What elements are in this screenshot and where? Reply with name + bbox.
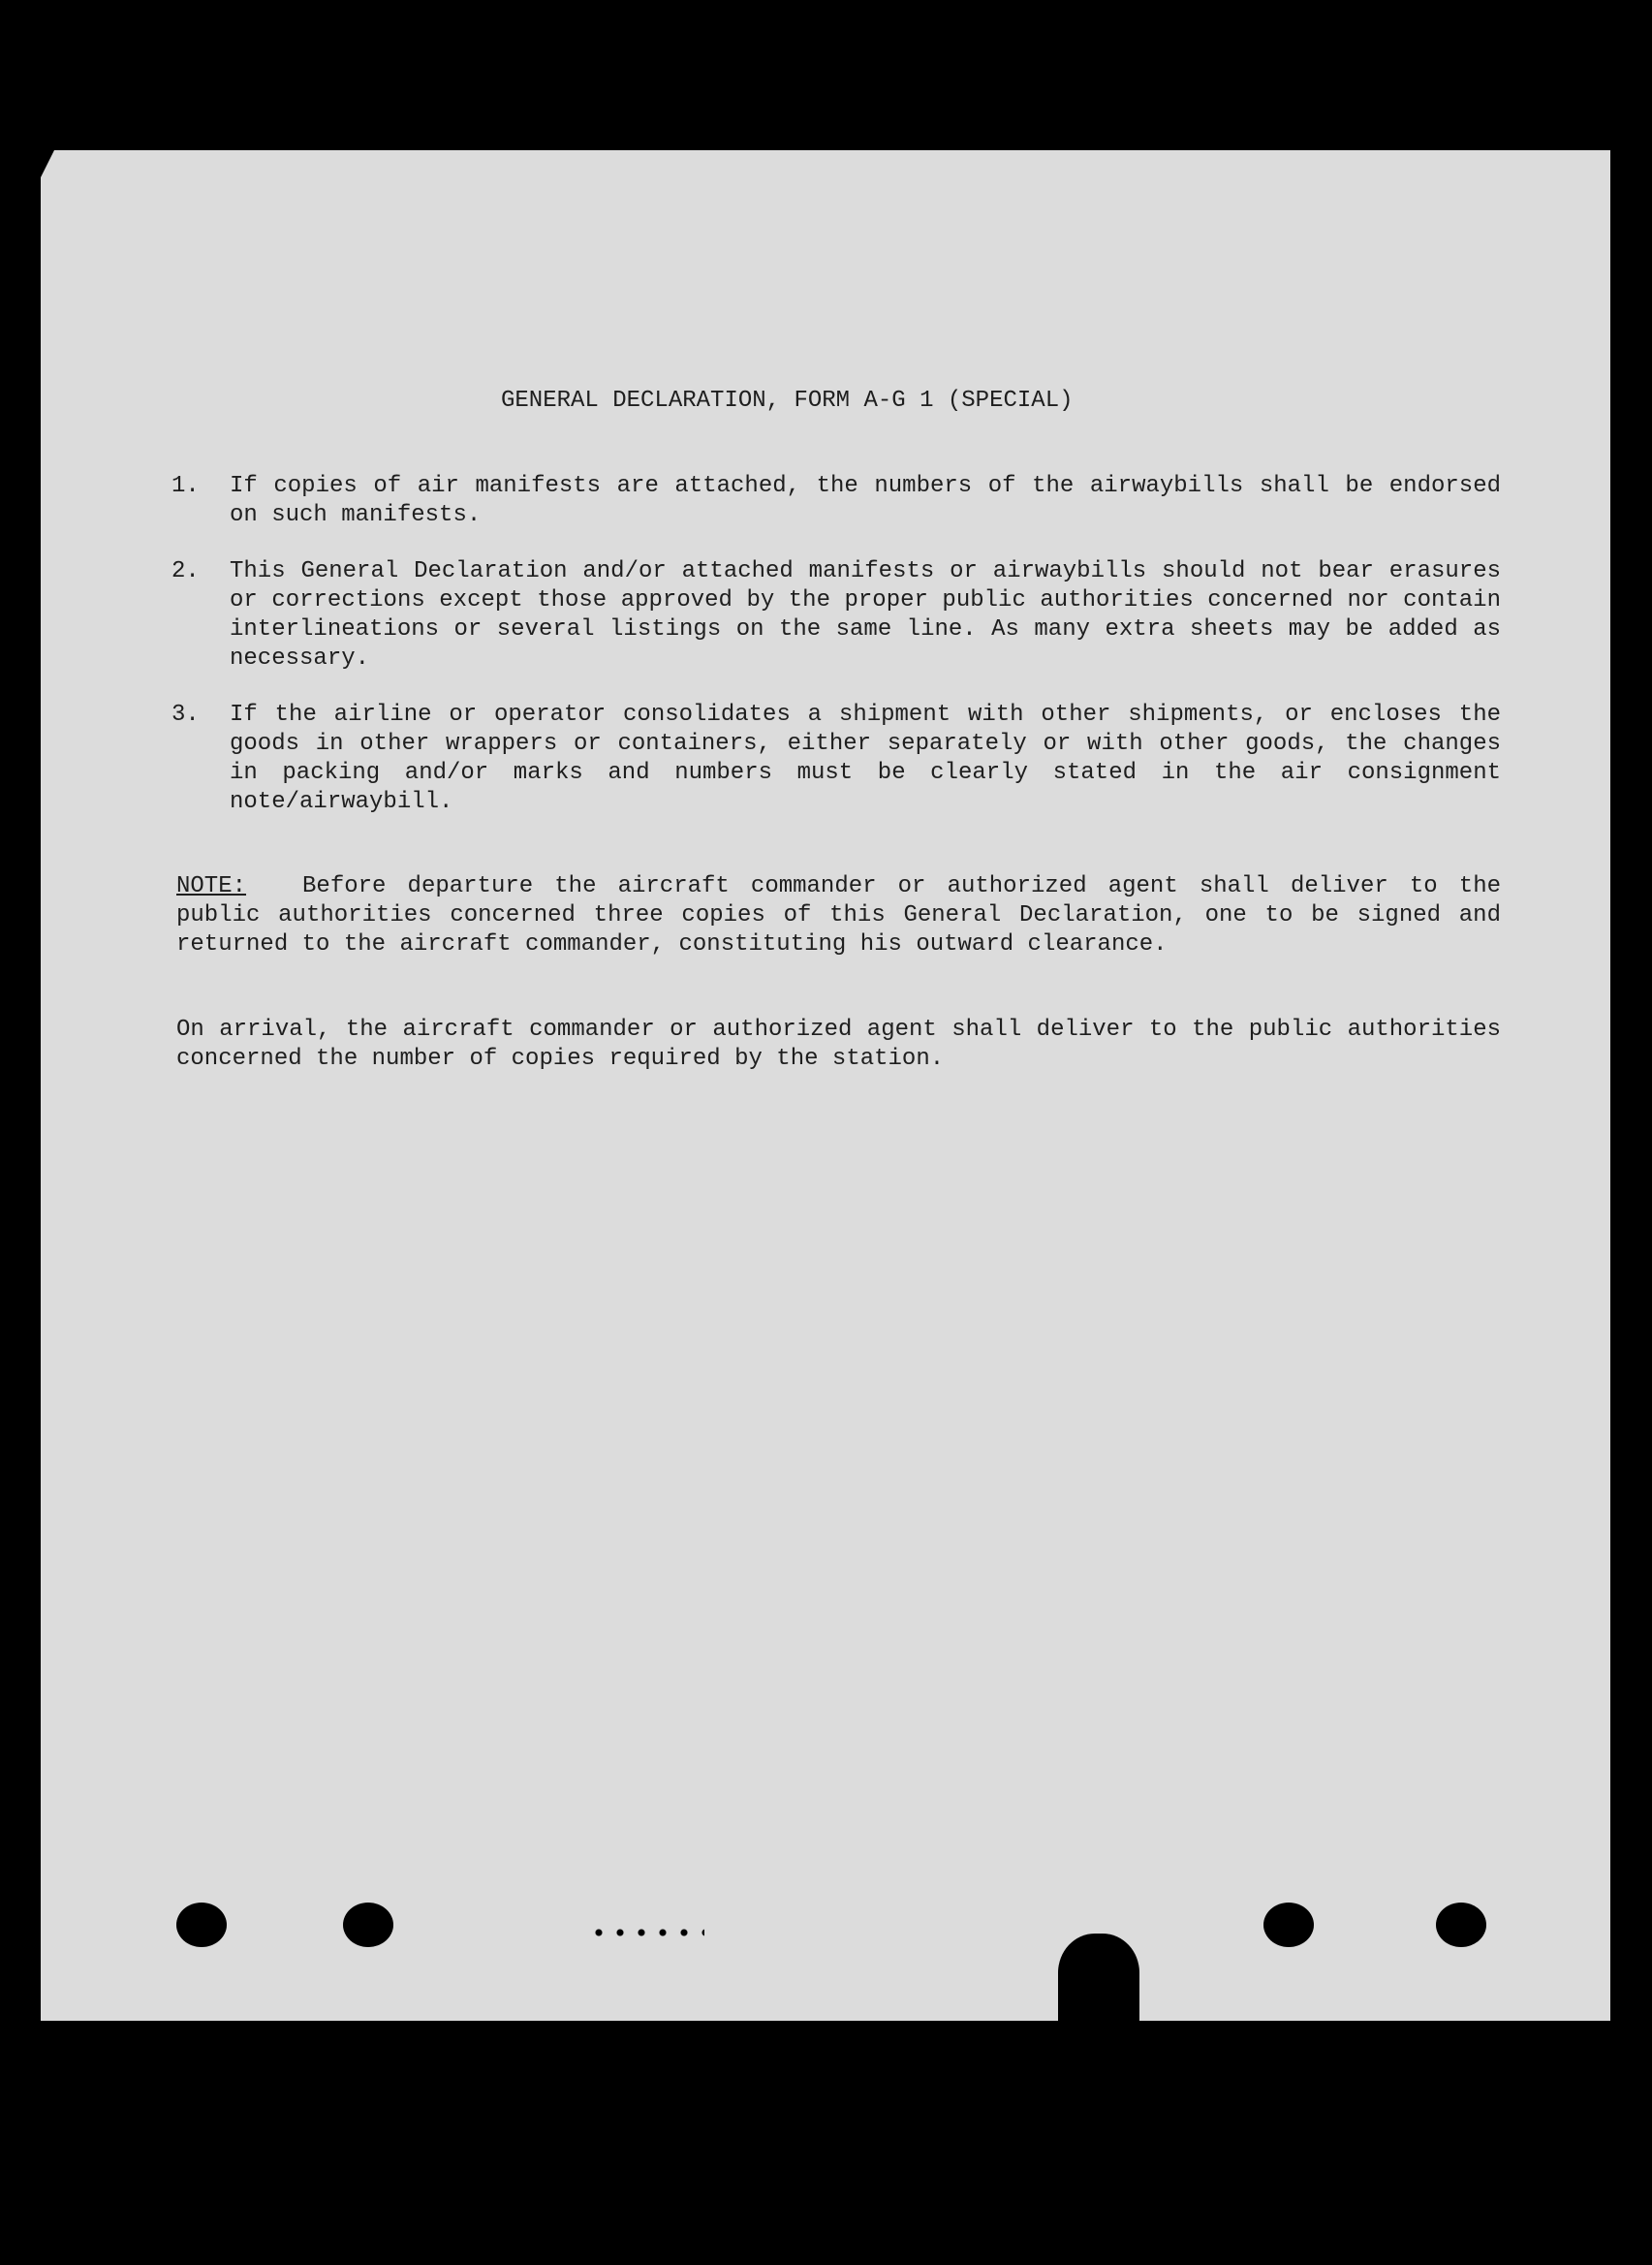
arrival-paragraph: On arrival, the aircraft commander or authorized agent shall deliver to the public authorities concerned the number of copies required by the station.: [176, 1017, 1501, 1072]
item-number: 3.: [171, 702, 200, 728]
item-number: 2.: [171, 558, 200, 584]
punch-hole: [1436, 1903, 1486, 1947]
instruction-item-2: [171, 557, 1501, 674]
paper-specks: [588, 1926, 704, 1939]
item-number: 1.: [171, 473, 200, 499]
note-text: Before departure the aircraft commander or authorized agent shall deliver to the public authorities concerned three copies of this General Declaration, one to be signed and returned to the aircraft commander, constituting his outward clearance.: [176, 873, 1501, 958]
form-title: GENERAL DECLARATION, FORM A-G 1 (SPECIAL): [501, 388, 1074, 414]
paper-tear: [1058, 1934, 1139, 2021]
punch-hole: [343, 1903, 393, 1947]
item-text: If copies of air manifests are attached, the numbers of the airwaybills shall be endorsed on such manifests.: [230, 473, 1501, 528]
punch-hole: [1263, 1903, 1314, 1947]
instruction-item-1: [171, 472, 1501, 530]
note-label: NOTE:: [176, 873, 247, 899]
instruction-item-3: [171, 701, 1501, 817]
punch-hole: [176, 1903, 227, 1947]
item-text: If the airline or operator consolidates a shipment with other shipments, or encloses the goods in other wrappers or containers, either separately or with other goods, the changes in packing and/or marks and numbers must be clearly stated in the air consignment note/airwaybill.: [230, 702, 1501, 815]
item-text: This General Declaration and/or attached manifests or airwaybills should not bear erasures or corrections except those approved by the proper public authorities concerned nor contain interlineations or several listings on the same line. As many extra sheets may be added as necessary.: [230, 558, 1501, 672]
note-paragraph: [176, 872, 1501, 959]
document-page: [41, 150, 1610, 2021]
